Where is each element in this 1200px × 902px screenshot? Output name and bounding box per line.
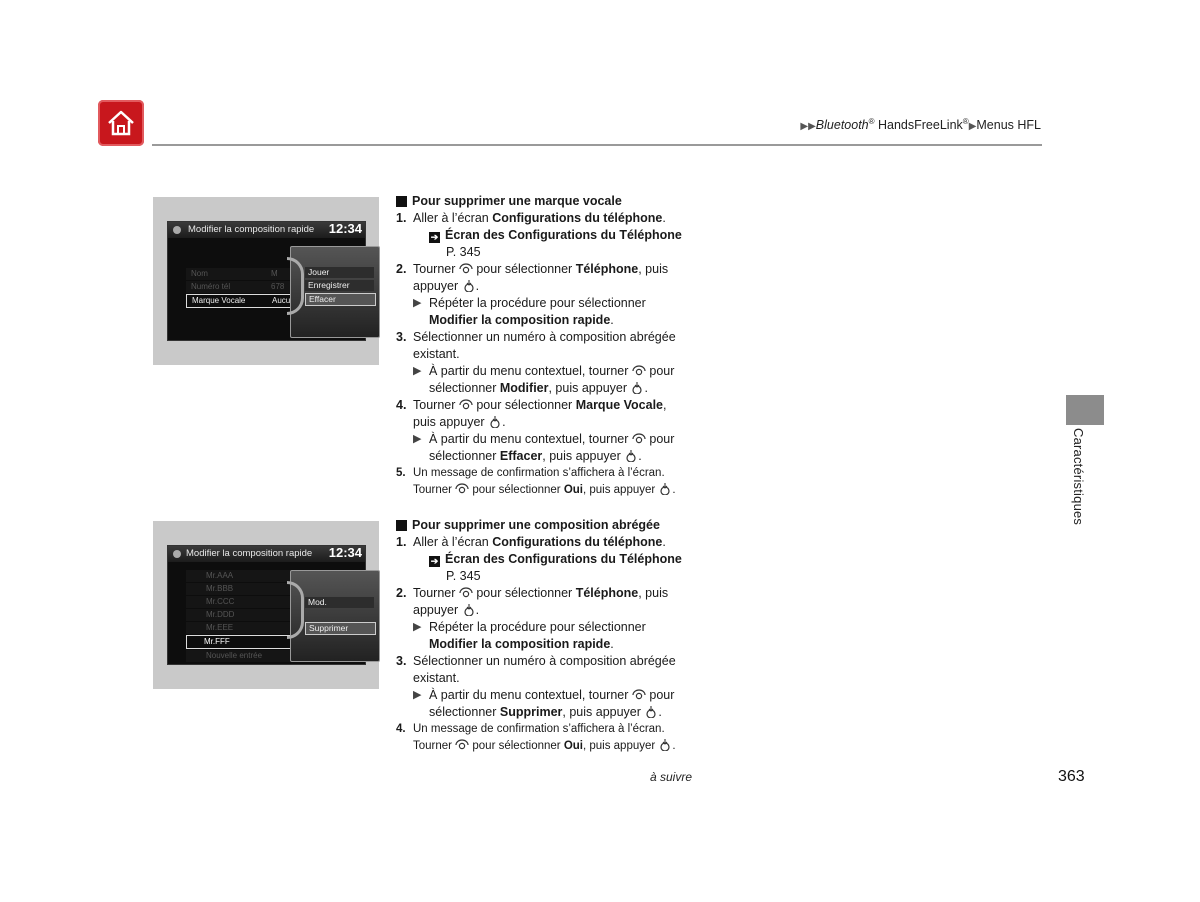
square-bullet-icon (396, 520, 407, 531)
list-item[interactable]: Nouvelle entrée (186, 650, 296, 662)
arrow-bullet-icon: ▶ (413, 621, 422, 633)
step-4: 4. Un message de confirmation s’affichera à l’écran. Tourner pour sélectionner Oui, puis appuyer . (396, 723, 676, 752)
contact-list (186, 570, 296, 663)
step-1: 1. Aller à l’écran Configurations du téléphone. (396, 535, 666, 549)
step-2: 2. Tourner pour sélectionner Téléphone, puis appuyer . (396, 586, 669, 617)
list-item[interactable]: Mr.CCC (186, 596, 296, 608)
rotate-knob-icon (632, 433, 646, 445)
list-item[interactable]: Mr.FFF (186, 635, 296, 649)
breadcrumb (800, 117, 1041, 132)
press-knob-icon (644, 706, 658, 718)
screen-title: Modifier la composition rapide (188, 224, 315, 235)
press-knob-icon (658, 483, 672, 495)
rotate-knob-icon (455, 739, 469, 751)
continued-note: à suivre (650, 770, 693, 784)
list-item[interactable]: Mr.BBB (186, 583, 296, 595)
breadcrumb-arrow-icon: ▶ (968, 121, 977, 133)
screen-title-bar (168, 546, 365, 562)
step-3-note: ▶ À partir du menu contextuel, tourner pour sélectionner Supprimer, puis appuyer . (413, 688, 675, 719)
square-bullet-icon (396, 196, 407, 207)
screen-title-bar (168, 222, 365, 238)
display-screen (167, 221, 366, 341)
list-item[interactable]: Numéro tél 678 (186, 281, 296, 293)
press-knob-icon (462, 604, 476, 616)
home-button[interactable] (98, 100, 144, 146)
screen-title: Modifier la composition rapide (186, 548, 313, 559)
step-2-note: ▶ Répéter la procédure pour sélectionner Modifier la composition rapide. (413, 296, 646, 327)
press-knob-icon (624, 450, 638, 462)
step-2-note: ▶ Répéter la procédure pour sélectionner Modifier la composition rapide. (413, 620, 646, 651)
list-item[interactable]: Mr.AAA (186, 570, 296, 582)
arrow-bullet-icon: ▶ (413, 433, 422, 445)
phone-icon (173, 226, 181, 234)
screenshot-speed-dial (153, 521, 379, 689)
menu-item-enregistrer[interactable]: Enregistrer (305, 280, 374, 291)
page-number: 363 (1058, 768, 1085, 785)
breadcrumb-bluetooth[interactable]: Bluetooth (815, 118, 869, 133)
arrow-bullet-icon: ▶ (413, 365, 422, 377)
phone-icon (173, 550, 181, 558)
reference-arrow-icon: ➔ (430, 232, 439, 242)
breadcrumb-menus-hfl[interactable]: Menus HFL (976, 118, 1041, 133)
rotate-knob-icon (455, 483, 469, 495)
reference-page[interactable]: P. 345 (446, 245, 481, 259)
step-3: 3. Sélectionner un numéro à composition abrégée existant. (396, 330, 676, 361)
section-heading: Pour supprimer une marque vocale (396, 193, 716, 210)
home-icon (105, 108, 137, 138)
cross-reference[interactable]: ➔ Écran des Configurations du Téléphone (430, 552, 682, 566)
rotate-knob-icon (459, 263, 473, 275)
dial-arc-icon (287, 257, 304, 315)
list-item[interactable]: Nom M (186, 268, 296, 280)
section-delete-voice-tag (396, 193, 716, 499)
rotate-knob-icon (459, 399, 473, 411)
arrow-bullet-icon: ▶ (413, 689, 422, 701)
field-list (186, 268, 296, 309)
list-item[interactable]: Mr.DDD (186, 609, 296, 621)
section-delete-speed-dial (396, 517, 716, 755)
menu-item-effacer[interactable]: Effacer (305, 293, 376, 306)
arrow-bullet-icon: ▶ (413, 297, 422, 309)
step-4: 4. Tourner pour sélectionner Marque Vocale, puis appuyer . (396, 398, 667, 429)
screen-clock: 12:34 (328, 545, 362, 560)
step-1: 1. Aller à l’écran Configurations du téléphone. (396, 211, 666, 225)
breadcrumb-arrow-icon: ▶▶ (800, 121, 816, 133)
dial-arc-icon (287, 581, 304, 639)
cross-reference[interactable]: ➔ Écran des Configurations du Téléphone (430, 228, 682, 242)
step-4-note: ▶ À partir du menu contextuel, tourner pour sélectionner Effacer, puis appuyer . (413, 432, 675, 463)
press-knob-icon (658, 739, 672, 751)
step-2: 2. Tourner pour sélectionner Téléphone, puis appuyer . (396, 262, 669, 293)
step-3: 3. Sélectionner un numéro à composition abrégée existant. (396, 654, 676, 685)
menu-item-modifier[interactable]: Mod. (305, 597, 374, 608)
list-item[interactable]: Mr.EEE (186, 622, 296, 634)
screen-clock: 12:34 (328, 221, 362, 236)
context-menu (290, 570, 380, 662)
section-heading: Pour supprimer une composition abrégée (396, 517, 716, 534)
press-knob-icon (462, 280, 476, 292)
context-menu (290, 246, 380, 338)
rotate-knob-icon (459, 587, 473, 599)
section-tab[interactable] (1066, 395, 1104, 425)
display-screen (167, 545, 366, 665)
reference-page[interactable]: P. 345 (446, 569, 481, 583)
screenshot-voice-tag (153, 197, 379, 365)
section-label: Caractéristiques (1071, 428, 1086, 526)
menu-item-jouer[interactable]: Jouer (305, 267, 374, 278)
press-knob-icon (488, 416, 502, 428)
reference-arrow-icon: ➔ (430, 556, 439, 566)
breadcrumb-handsfreelink[interactable]: HandsFreeLink (874, 118, 963, 133)
step-5: 5. Un message de confirmation s’affichera à l’écran. Tourner pour sélectionner Oui, puis appuyer . (396, 467, 676, 496)
registered-mark: ® (868, 117, 875, 126)
rotate-knob-icon (632, 689, 646, 701)
list-item[interactable]: Marque Vocale Aucu (186, 294, 296, 308)
rotate-knob-icon (632, 365, 646, 377)
step-3-note: ▶ À partir du menu contextuel, tourner pour sélectionner Modifier, puis appuyer . (413, 364, 675, 395)
press-knob-icon (630, 382, 644, 394)
registered-mark: ® (962, 117, 969, 126)
header-divider (152, 144, 1042, 146)
menu-item-supprimer[interactable]: Supprimer (305, 622, 376, 635)
